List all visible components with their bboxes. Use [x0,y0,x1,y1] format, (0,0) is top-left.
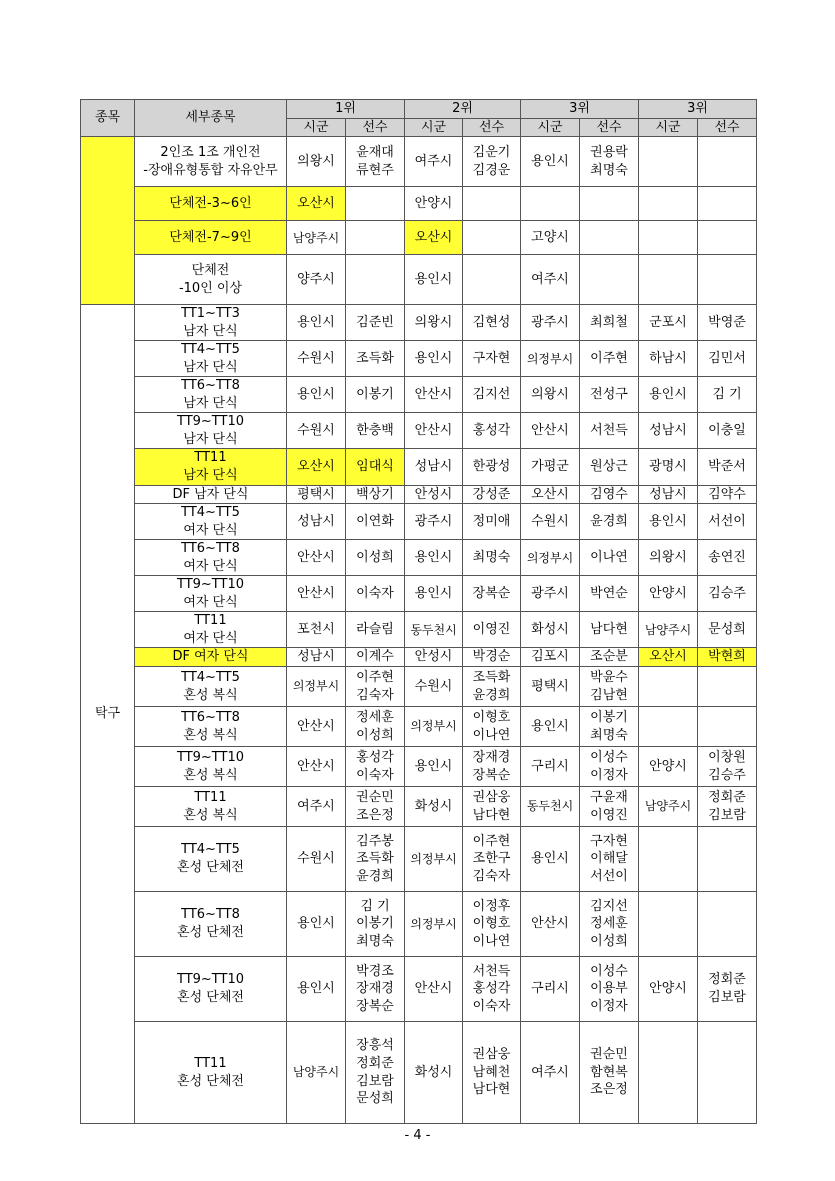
city-cell: 오산시 [405,221,463,255]
city-cell [639,707,698,747]
table-row [81,449,757,485]
event-name-cell: TT6~TT8 혼성 복식 [135,707,287,747]
city-cell: 화성시 [405,1022,463,1124]
player-cell: 박윤수 김남현 [580,667,639,707]
city-cell: 오산시 [287,187,346,221]
city-cell: 용인시 [405,341,463,377]
player-cell: 강성준 [463,485,521,504]
player-cell: 윤재대 류현주 [346,137,405,187]
event-name-cell: TT4~TT5 혼성 복식 [135,667,287,707]
header-rank2: 2위 [405,100,521,119]
city-cell: 안산시 [405,377,463,413]
table-row [81,187,757,221]
player-cell: 김민서 [698,341,757,377]
city-cell [639,1022,698,1124]
player-cell [346,255,405,305]
city-cell: 광주시 [405,504,463,540]
header-category: 종목 [81,100,135,137]
city-cell: 광명시 [639,449,698,485]
player-cell: 정미애 [463,504,521,540]
city-cell [639,892,698,957]
event-name-cell: 단체전-3~6인 [135,187,287,221]
player-cell [698,255,757,305]
table-row [81,377,757,413]
event-name-cell: TT9~TT10 혼성 복식 [135,747,287,787]
city-cell: 안산시 [521,413,580,449]
city-cell: 오산시 [287,449,346,485]
city-cell: 성남시 [287,504,346,540]
player-cell: 권삼웅 남다현 [463,787,521,827]
table-row [81,827,757,892]
city-cell: 용인시 [521,827,580,892]
header-city: 시군 [521,118,580,137]
player-cell: 이봉기 최명숙 [580,707,639,747]
city-cell: 용인시 [639,504,698,540]
header-rank1: 1위 [287,100,405,119]
city-cell [639,827,698,892]
city-cell: 양주시 [287,255,346,305]
player-cell [580,255,639,305]
category-cell: 탁구 [81,305,135,1124]
city-cell: 화성시 [521,612,580,648]
city-cell: 안양시 [639,576,698,612]
event-name-cell: TT11 남자 단식 [135,449,287,485]
player-cell: 김영수 [580,485,639,504]
player-cell: 한광성 [463,449,521,485]
city-cell [639,187,698,221]
table-row [81,1022,757,1124]
event-name-cell: DF 여자 단식 [135,648,287,667]
player-cell [346,187,405,221]
city-cell: 고양시 [521,221,580,255]
player-cell [698,137,757,187]
event-name-cell: TT11 여자 단식 [135,612,287,648]
city-cell: 용인시 [521,707,580,747]
header-rank3a: 3위 [521,100,639,119]
player-cell: 구자현 이해달 서선이 [580,827,639,892]
event-name-cell: TT9~TT10 남자 단식 [135,413,287,449]
header-detail: 세부종목 [135,100,287,137]
city-cell: 용인시 [405,540,463,576]
player-cell: 문성희 [698,612,757,648]
player-cell: 이연화 [346,504,405,540]
city-cell: 성남시 [287,648,346,667]
city-cell: 안양시 [639,957,698,1022]
player-cell [463,255,521,305]
player-cell: 라슬림 [346,612,405,648]
event-name-cell: 단체전-7~9인 [135,221,287,255]
player-cell: 박준서 [698,449,757,485]
city-cell: 용인시 [287,377,346,413]
player-cell: 박경조 장재경 장복순 [346,957,405,1022]
player-cell: 이나연 [580,540,639,576]
city-cell: 남양주시 [639,612,698,648]
header-city: 시군 [639,118,698,137]
results-table [80,99,757,1124]
city-cell: 김포시 [521,648,580,667]
event-name-cell: 단체전 -10인 이상 [135,255,287,305]
event-name-cell: TT1~TT3 남자 단식 [135,305,287,341]
player-cell [698,187,757,221]
city-cell [521,187,580,221]
event-name-cell: DF 남자 단식 [135,485,287,504]
city-cell: 여주시 [521,255,580,305]
city-cell: 남양주시 [639,787,698,827]
city-cell: 안산시 [287,747,346,787]
city-cell: 광주시 [521,576,580,612]
city-cell: 구리시 [521,747,580,787]
city-cell: 안산시 [287,540,346,576]
player-cell [698,827,757,892]
city-cell: 성남시 [639,485,698,504]
player-cell: 조순분 [580,648,639,667]
city-cell: 의정부시 [405,707,463,747]
player-cell: 김 기 [698,377,757,413]
city-cell: 안산시 [405,413,463,449]
table-header [81,100,757,137]
city-cell: 용인시 [521,137,580,187]
city-cell: 안산시 [405,957,463,1022]
city-cell: 의정부시 [521,540,580,576]
event-name-cell: TT6~TT8 여자 단식 [135,540,287,576]
player-cell: 홍성각 이숙자 [346,747,405,787]
table-row [81,667,757,707]
event-name-cell: TT6~TT8 혼성 단체전 [135,892,287,957]
player-cell: 정회준 김보람 [698,787,757,827]
table-row [81,612,757,648]
city-cell: 광주시 [521,305,580,341]
header-city: 시군 [405,118,463,137]
table-row [81,648,757,667]
table-row [81,540,757,576]
city-cell: 포천시 [287,612,346,648]
city-cell: 남양주시 [287,221,346,255]
player-cell: 김지선 [463,377,521,413]
table-row [81,341,757,377]
city-cell: 남양주시 [287,1022,346,1124]
player-cell [346,221,405,255]
player-cell: 장재경 장복순 [463,747,521,787]
player-cell [698,1022,757,1124]
table-row [81,137,757,187]
event-name-cell: TT4~TT5 여자 단식 [135,504,287,540]
player-cell [580,187,639,221]
player-cell: 김현성 [463,305,521,341]
player-cell: 이주현 [580,341,639,377]
city-cell: 용인시 [639,377,698,413]
player-cell: 홍성각 [463,413,521,449]
player-cell: 김주봉 조득화 윤경희 [346,827,405,892]
player-cell: 남다현 [580,612,639,648]
city-cell: 안성시 [405,648,463,667]
player-cell: 서천득 홍성각 이숙자 [463,957,521,1022]
player-cell: 이창원 김승주 [698,747,757,787]
city-cell: 수원시 [287,341,346,377]
event-name-cell: TT6~TT8 남자 단식 [135,377,287,413]
player-cell: 이정후 이형호 이나연 [463,892,521,957]
player-cell: 임대식 [346,449,405,485]
player-cell: 이주현 조한구 김숙자 [463,827,521,892]
event-name-cell: TT11 혼성 단체전 [135,1022,287,1124]
city-cell: 수원시 [287,413,346,449]
player-cell: 서천득 [580,413,639,449]
player-cell: 구자현 [463,341,521,377]
player-cell: 백상기 [346,485,405,504]
player-cell: 박현희 [698,648,757,667]
player-cell: 김 기 이봉기 최명숙 [346,892,405,957]
player-cell: 조득화 윤경희 [463,667,521,707]
city-cell: 가평군 [521,449,580,485]
table-body [81,137,757,1124]
player-cell: 송연진 [698,540,757,576]
player-cell [580,221,639,255]
player-cell: 박경순 [463,648,521,667]
table-row [81,485,757,504]
player-cell: 이계수 [346,648,405,667]
city-cell: 성남시 [405,449,463,485]
player-cell: 최희철 [580,305,639,341]
city-cell [639,667,698,707]
city-cell: 의왕시 [521,377,580,413]
player-cell: 정세훈 이성희 [346,707,405,747]
city-cell: 성남시 [639,413,698,449]
player-cell: 권순민 함현복 조은정 [580,1022,639,1124]
player-cell: 서선이 [698,504,757,540]
player-cell: 구윤재 이영진 [580,787,639,827]
city-cell: 평택시 [287,485,346,504]
city-cell: 의왕시 [287,137,346,187]
player-cell [698,221,757,255]
city-cell: 오산시 [521,485,580,504]
table-row [81,255,757,305]
table-row [81,892,757,957]
city-cell: 의왕시 [639,540,698,576]
city-cell: 안산시 [287,576,346,612]
header-player: 선수 [698,118,757,137]
header-player: 선수 [580,118,639,137]
city-cell: 안산시 [287,707,346,747]
player-cell: 권삼웅 남혜천 남다현 [463,1022,521,1124]
player-cell: 김준빈 [346,305,405,341]
player-cell: 조득화 [346,341,405,377]
city-cell: 화성시 [405,787,463,827]
player-cell: 권용락 최명숙 [580,137,639,187]
event-name-cell: TT4~TT5 남자 단식 [135,341,287,377]
table-row [81,707,757,747]
player-cell: 김운기 김경운 [463,137,521,187]
player-cell: 이성수 이정자 [580,747,639,787]
city-cell: 의정부시 [287,667,346,707]
city-cell: 용인시 [405,255,463,305]
city-cell: 용인시 [287,892,346,957]
player-cell: 이성희 [346,540,405,576]
city-cell: 용인시 [287,305,346,341]
city-cell: 용인시 [405,576,463,612]
player-cell: 이충일 [698,413,757,449]
header-rank3b: 3위 [639,100,757,119]
header-city: 시군 [287,118,346,137]
event-name-cell: TT9~TT10 여자 단식 [135,576,287,612]
player-cell [463,187,521,221]
player-cell: 정회준 김보람 [698,957,757,1022]
city-cell [639,137,698,187]
table-row [81,747,757,787]
city-cell [639,221,698,255]
player-cell: 이영진 [463,612,521,648]
header-player: 선수 [346,118,405,137]
city-cell: 수원시 [287,827,346,892]
city-cell: 수원시 [405,667,463,707]
player-cell: 이봉기 [346,377,405,413]
category-cell [81,137,135,305]
header-player: 선수 [463,118,521,137]
city-cell: 의정부시 [405,892,463,957]
city-cell: 수원시 [521,504,580,540]
table-row [81,221,757,255]
city-cell: 오산시 [639,648,698,667]
player-cell: 김승주 [698,576,757,612]
table-row [81,504,757,540]
city-cell: 용인시 [405,747,463,787]
table-row [81,413,757,449]
player-cell [463,221,521,255]
player-cell: 최명숙 [463,540,521,576]
city-cell: 의정부시 [521,341,580,377]
player-cell [698,892,757,957]
city-cell: 동두천시 [521,787,580,827]
player-cell: 김지선 정세훈 이성희 [580,892,639,957]
city-cell: 여주시 [521,1022,580,1124]
city-cell: 동두천시 [405,612,463,648]
player-cell: 권순민 조은정 [346,787,405,827]
city-cell: 여주시 [405,137,463,187]
city-cell: 안산시 [521,892,580,957]
player-cell [698,707,757,747]
player-cell [698,667,757,707]
city-cell: 구리시 [521,957,580,1022]
player-cell: 한충백 [346,413,405,449]
city-cell: 평택시 [521,667,580,707]
city-cell [639,255,698,305]
table-row [81,576,757,612]
player-cell: 박영준 [698,305,757,341]
city-cell: 안양시 [639,747,698,787]
city-cell: 의정부시 [405,827,463,892]
player-cell: 이숙자 [346,576,405,612]
city-cell: 군포시 [639,305,698,341]
table-row [81,787,757,827]
player-cell: 박연순 [580,576,639,612]
player-cell: 윤경희 [580,504,639,540]
player-cell: 이주현 김숙자 [346,667,405,707]
player-cell: 장흥석 정회준 김보람 문성희 [346,1022,405,1124]
table-row [81,957,757,1022]
city-cell: 용인시 [287,957,346,1022]
page-number: - 4 - [404,1128,431,1143]
event-name-cell: TT9~TT10 혼성 단체전 [135,957,287,1022]
city-cell: 여주시 [287,787,346,827]
city-cell: 의왕시 [405,305,463,341]
player-cell: 원상근 [580,449,639,485]
table-row [81,305,757,341]
event-name-cell: 2인조 1조 개인전 -장애유형통합 자유안무 [135,137,287,187]
event-name-cell: TT11 혼성 복식 [135,787,287,827]
city-cell: 하남시 [639,341,698,377]
city-cell: 안성시 [405,485,463,504]
player-cell: 이형호 이나연 [463,707,521,747]
player-cell: 장복순 [463,576,521,612]
event-name-cell: TT4~TT5 혼성 단체전 [135,827,287,892]
player-cell: 이성수 이용부 이정자 [580,957,639,1022]
city-cell: 안양시 [405,187,463,221]
player-cell: 김약수 [698,485,757,504]
player-cell: 전성구 [580,377,639,413]
